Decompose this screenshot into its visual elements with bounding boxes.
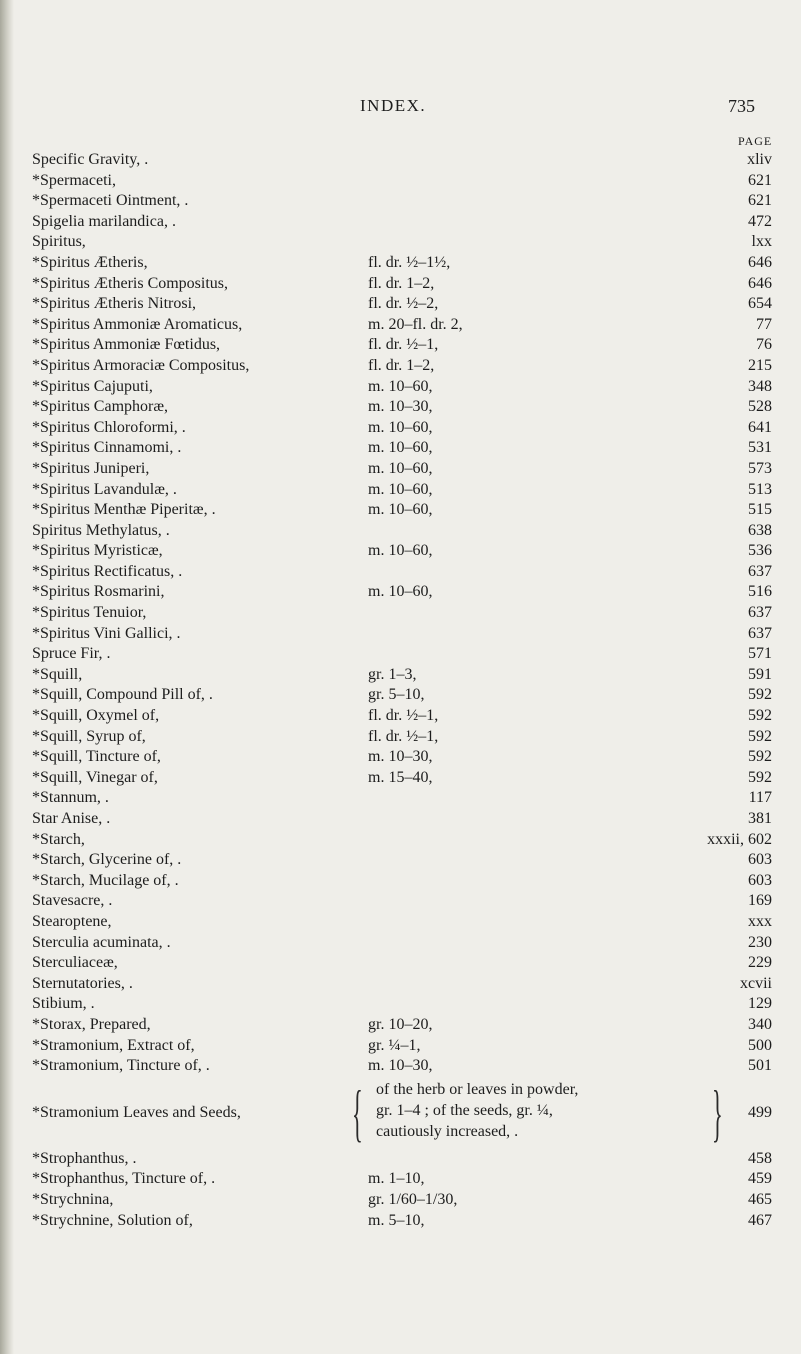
entry-page: 654 bbox=[748, 295, 772, 313]
index-entry bbox=[32, 274, 772, 295]
entry-page: 637 bbox=[748, 624, 772, 642]
entry-name: Spruce Fir, . bbox=[32, 645, 111, 663]
entry-page: 458 bbox=[748, 1149, 772, 1167]
index-entry bbox=[32, 1149, 772, 1170]
entry-name: *Storax, Prepared, bbox=[32, 1015, 151, 1033]
entry-page: 229 bbox=[748, 954, 772, 972]
entry-name: *Stramonium, Tincture of, . bbox=[32, 1057, 210, 1075]
index-entry bbox=[32, 788, 772, 809]
entry-page: 117 bbox=[748, 789, 772, 807]
index-entry bbox=[32, 665, 772, 686]
entry-page: 592 bbox=[748, 727, 772, 745]
left-brace: { bbox=[352, 1076, 363, 1148]
entry-name: *Spiritus Lavandulæ, . bbox=[32, 480, 177, 498]
entry-page: 465 bbox=[748, 1190, 772, 1208]
index-entry bbox=[32, 603, 772, 624]
entry-name: *Strophanthus, . bbox=[32, 1149, 137, 1167]
entry-page: 516 bbox=[748, 583, 772, 601]
index-entry bbox=[32, 232, 772, 253]
entry-name: *Starch, bbox=[32, 830, 85, 848]
entry-name: *Spermaceti Ointment, . bbox=[32, 192, 189, 210]
index-entry bbox=[32, 1015, 772, 1036]
index-entry bbox=[32, 891, 772, 912]
index-entry bbox=[32, 727, 772, 748]
entry-name: *Spiritus Ammoniæ Aromaticus, bbox=[32, 315, 243, 333]
entry-dose: fl. dr. ½–1½, bbox=[368, 253, 451, 271]
index-entry bbox=[32, 1056, 772, 1077]
index-entry bbox=[32, 933, 772, 954]
index-entry bbox=[32, 1211, 772, 1232]
index-entry bbox=[32, 541, 772, 562]
index-entry bbox=[32, 1190, 772, 1211]
entry-page: 513 bbox=[748, 480, 772, 498]
entry-dose: gr. 5–10, bbox=[368, 686, 425, 704]
entry-page: 515 bbox=[748, 501, 772, 519]
entry-page: 646 bbox=[748, 253, 772, 271]
index-entry bbox=[32, 562, 772, 583]
entry-page: 646 bbox=[748, 274, 772, 292]
entry-page: 571 bbox=[748, 645, 772, 663]
entry-dose: gr. 1/60–1/30, bbox=[368, 1190, 458, 1208]
entry-page: 592 bbox=[748, 768, 772, 786]
index-entry bbox=[32, 294, 772, 315]
index-entry bbox=[32, 315, 772, 336]
entry-name: *Spiritus Ætheris Nitrosi, bbox=[32, 295, 197, 313]
entry-dose-multiline bbox=[376, 1079, 578, 1142]
entry-dose: m. 1–10, bbox=[368, 1170, 425, 1188]
index-entry bbox=[32, 212, 772, 233]
entry-page: xxxii, 602 bbox=[707, 830, 772, 848]
entry-name: *Starch, Mucilage of, . bbox=[32, 871, 179, 889]
entry-page: 592 bbox=[748, 686, 772, 704]
entry-dose: m. 10–60, bbox=[368, 439, 433, 457]
page-title: INDEX. bbox=[360, 96, 427, 115]
index-entry bbox=[32, 191, 772, 212]
index-entry bbox=[32, 624, 772, 645]
index-entry bbox=[32, 377, 772, 398]
entry-name: *Spiritus Myristicæ, bbox=[32, 542, 163, 560]
index-entry bbox=[32, 397, 772, 418]
index-entry bbox=[32, 253, 772, 274]
entry-page: 592 bbox=[748, 707, 772, 725]
entry-page: 340 bbox=[748, 1015, 772, 1033]
entry-name: *Spiritus Juniperi, bbox=[32, 459, 150, 477]
entry-name: *Squill, Syrup of, bbox=[32, 727, 146, 745]
index-entry bbox=[32, 974, 772, 995]
entry-name: *Spiritus Ætheris Compositus, bbox=[32, 274, 229, 292]
entry-dose: gr. 1–3, bbox=[368, 665, 417, 683]
entry-page: 573 bbox=[748, 459, 772, 477]
entry-dose: m. 10–30, bbox=[368, 1057, 433, 1075]
entry-name: *Spiritus Tenuior, bbox=[32, 604, 147, 622]
entry-page: 459 bbox=[748, 1170, 772, 1188]
entry-page: 531 bbox=[748, 439, 772, 457]
index-entry bbox=[32, 480, 772, 501]
index-entry bbox=[32, 1036, 772, 1057]
entry-page: 215 bbox=[748, 356, 772, 374]
entry-dose: fl. dr. ½–2, bbox=[368, 295, 439, 313]
entry-dose: m. 10–60, bbox=[368, 418, 433, 436]
entry-dose: fl. dr. ½–1, bbox=[368, 336, 439, 354]
entry-name: *Spiritus Camphoræ, bbox=[32, 398, 169, 416]
entry-page: 472 bbox=[748, 212, 772, 230]
entry-name: *Squill, bbox=[32, 665, 83, 683]
index-entry bbox=[32, 685, 772, 706]
entry-page: 536 bbox=[748, 542, 772, 560]
entry-dose: m. 10–60, bbox=[368, 542, 433, 560]
index-entry bbox=[32, 356, 772, 377]
index-entry bbox=[32, 912, 772, 933]
entry-name: *Spermaceti, bbox=[32, 171, 116, 189]
page-number: 735 bbox=[728, 96, 755, 116]
entry-page: 169 bbox=[748, 892, 772, 910]
entry-dose: gr. ¼–1, bbox=[368, 1036, 421, 1054]
entry-name: *Squill, Compound Pill of, . bbox=[32, 686, 213, 704]
entry-page: 348 bbox=[748, 377, 772, 395]
entry-page: 638 bbox=[748, 521, 772, 539]
entry-name: *Strychnina, bbox=[32, 1190, 114, 1208]
entry-page: 621 bbox=[748, 171, 772, 189]
entry-name: Star Anise, . bbox=[32, 810, 111, 827]
entry-name: *Spiritus Rosmarini, bbox=[32, 583, 165, 601]
entry-name: *Spiritus Cajuputi, bbox=[32, 377, 153, 395]
right-brace: } bbox=[712, 1076, 723, 1148]
index-entry bbox=[32, 521, 772, 542]
index-entry bbox=[32, 582, 772, 603]
entry-page: 129 bbox=[748, 995, 772, 1013]
entry-page: 621 bbox=[748, 192, 772, 210]
entry-name: *Spiritus Menthæ Piperitæ, . bbox=[32, 501, 216, 519]
entry-name: Spiritus, bbox=[32, 233, 86, 251]
entry-dose: m. 10–60, bbox=[368, 459, 433, 477]
entry-page: 77 bbox=[756, 315, 772, 333]
entry-dose: m. 15–40, bbox=[368, 768, 433, 786]
entry-dose: fl. dr. 1–2, bbox=[368, 356, 435, 374]
entry-name: *Strophanthus, Tincture of, . bbox=[32, 1170, 216, 1188]
index-entry bbox=[32, 438, 772, 459]
entry-name: *Stannum, . bbox=[32, 789, 109, 807]
entry-page: xliv bbox=[747, 151, 772, 168]
entry-name: *Spiritus Vini Gallici, . bbox=[32, 624, 181, 642]
entry-name: *Spiritus Ammoniæ Fœtidus, bbox=[32, 336, 221, 354]
index-entry bbox=[32, 809, 772, 830]
index-entry bbox=[32, 644, 772, 665]
entry-page: 592 bbox=[748, 748, 772, 766]
entry-name: Stavesacre, . bbox=[32, 892, 113, 910]
entry-name: *Squill, Vinegar of, bbox=[32, 768, 158, 786]
entry-page: 591 bbox=[748, 665, 772, 683]
entry-name: *Strychnine, Solution of, bbox=[32, 1211, 193, 1229]
entry-dose: fl. dr. ½–1, bbox=[368, 707, 439, 725]
entry-name: *Spiritus Cinnamomi, . bbox=[32, 439, 182, 457]
entry-page: 637 bbox=[748, 604, 772, 622]
entry-page: 381 bbox=[748, 810, 772, 827]
entry-name: *Squill, Oxymel of, bbox=[32, 707, 160, 725]
entry-name: *Starch, Glycerine of, . bbox=[32, 851, 182, 869]
entry-dose: m. 10–30, bbox=[368, 398, 433, 416]
entry-name: Spigelia marilandica, . bbox=[32, 212, 176, 230]
entry-page: 499 bbox=[748, 1103, 772, 1121]
entry-page: 528 bbox=[748, 398, 772, 416]
entry-page: lxx bbox=[751, 233, 772, 251]
index-entries bbox=[32, 150, 772, 1231]
entry-name: *Spiritus Chloroformi, . bbox=[32, 418, 186, 436]
scan-edge bbox=[0, 0, 14, 1354]
page-column-heading: PAGE bbox=[738, 134, 773, 148]
index-entry bbox=[32, 850, 772, 871]
entry-name: Sterculia acuminata, . bbox=[32, 933, 171, 951]
entry-page: 76 bbox=[756, 336, 772, 354]
entry-page: 500 bbox=[748, 1036, 772, 1054]
entry-page: 230 bbox=[748, 933, 772, 951]
entry-dose: m. 10–30, bbox=[368, 748, 433, 766]
entry-page: 603 bbox=[748, 871, 772, 889]
entry-page: 501 bbox=[748, 1057, 772, 1075]
entry-name: Sternutatories, . bbox=[32, 974, 133, 992]
index-entry bbox=[32, 953, 772, 974]
entry-dose: fl. dr. ½–1, bbox=[368, 727, 439, 745]
index-entry bbox=[32, 500, 772, 521]
index-entry bbox=[32, 871, 772, 892]
entry-page: 467 bbox=[748, 1211, 772, 1229]
entry-name: Spiritus Methylatus, . bbox=[32, 521, 170, 539]
entry-name: Specific Gravity, . bbox=[32, 151, 149, 168]
entry-name: *Stramonium, Extract of, bbox=[32, 1036, 195, 1054]
index-entry bbox=[32, 768, 772, 789]
entry-dose-line: cautiously increased, . bbox=[376, 1122, 519, 1140]
entry-dose: m. 20–fl. dr. 2, bbox=[368, 315, 463, 333]
index-entry bbox=[32, 171, 772, 192]
entry-dose: m. 10–60, bbox=[368, 480, 433, 498]
entry-page: xcvii bbox=[740, 974, 772, 992]
entry-dose: gr. 10–20, bbox=[368, 1015, 433, 1033]
index-entry bbox=[32, 1169, 772, 1190]
index-entry bbox=[32, 706, 772, 727]
entry-name: *Squill, Tincture of, bbox=[32, 748, 161, 766]
entry-name: *Spiritus Armoraciæ Compositus, bbox=[32, 356, 250, 374]
index-entry bbox=[32, 830, 772, 851]
entry-dose-line: gr. 1–4 ; of the seeds, gr. ¼, bbox=[376, 1101, 553, 1119]
entry-page: 603 bbox=[748, 851, 772, 869]
entry-name: Stearoptene, bbox=[32, 912, 112, 930]
entry-name: *Stramonium Leaves and Seeds, bbox=[32, 1103, 241, 1121]
entry-name: Sterculiaceæ, bbox=[32, 954, 118, 972]
index-entry bbox=[32, 747, 772, 768]
index-entry bbox=[32, 994, 772, 1015]
entry-dose: m. 10–60, bbox=[368, 583, 433, 601]
entry-dose: fl. dr. 1–2, bbox=[368, 274, 435, 292]
entry-dose: m. 5–10, bbox=[368, 1211, 425, 1229]
entry-dose: m. 10–60, bbox=[368, 377, 433, 395]
page-header bbox=[0, 96, 801, 118]
index-entry-braced bbox=[32, 1077, 772, 1149]
entry-page: 637 bbox=[748, 562, 772, 580]
index-entry bbox=[32, 459, 772, 480]
entry-name: Stibium, . bbox=[32, 995, 95, 1013]
entry-dose: m. 10–60, bbox=[368, 501, 433, 519]
index-entry bbox=[32, 335, 772, 356]
index-entry bbox=[32, 418, 772, 439]
entry-name: *Spiritus Ætheris, bbox=[32, 253, 148, 271]
entry-name: *Spiritus Rectificatus, . bbox=[32, 562, 183, 580]
entry-page: 641 bbox=[748, 418, 772, 436]
entry-dose-line: of the herb or leaves in powder, bbox=[376, 1080, 579, 1098]
entry-page: xxx bbox=[748, 912, 772, 930]
index-entry bbox=[32, 150, 772, 171]
